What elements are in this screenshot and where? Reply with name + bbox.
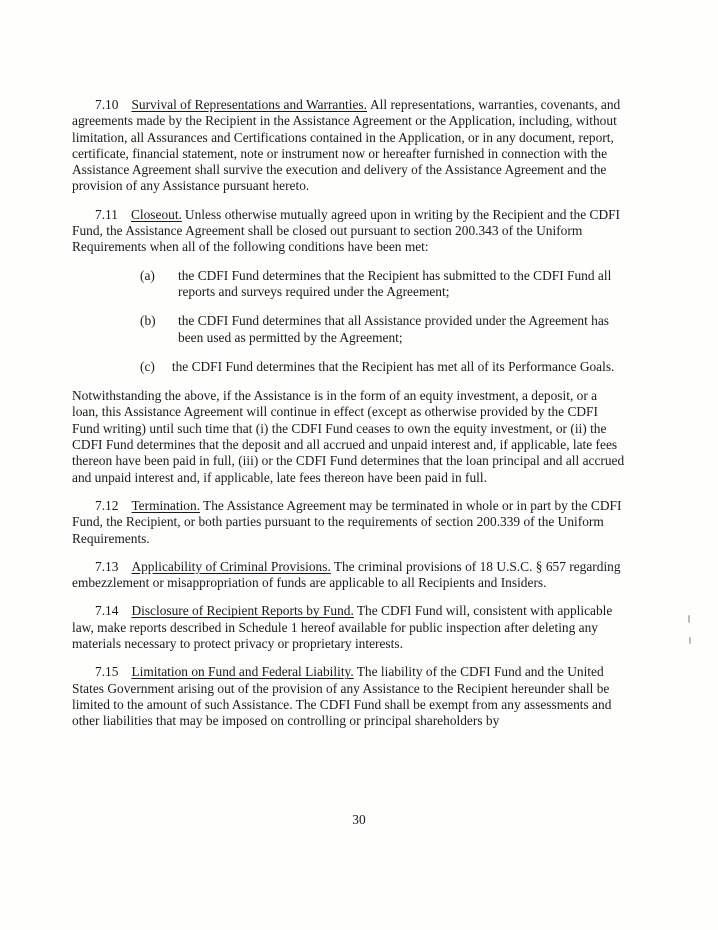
section-7-12 [72,498,625,547]
section-7-12-heading: Termination. [131,497,201,513]
list-item-a-text: the CDFI Fund determines that the Recipient has submitted to the CDFI Fund all reports and surveys required under the Agreement; [178,267,612,299]
section-7-13 [72,559,625,592]
section-7-14-body: The CDFI Fund will, consistent with applicable law, make reports described in Schedule 1 hereof available for public inspection after deleting any materials necessary to protect privacy or proprietary interests. [72,603,613,652]
document-content [72,97,625,742]
section-7-13-number: 7.13 [95,558,119,574]
section-7-10-number: 7.10 [95,97,119,112]
section-7-13-heading: Applicability of Criminal Provisions. [131,558,331,574]
list-item-a-label: (a) [140,267,155,283]
section-7-14-number: 7.14 [95,603,119,619]
list-item-c-text: the CDFI Fund determines that the Recipient has met all of its Performance Goals. [171,358,615,374]
list-item-b [140,313,625,346]
section-7-15-number: 7.15 [95,664,119,680]
section-7-11 [72,207,625,256]
list-item-b-text: the CDFI Fund determines that all Assistance provided under the Agreement has been used as permitted by the Agreement; [178,313,610,345]
section-7-14 [72,603,625,652]
section-7-15-heading: Limitation on Fund and Federal Liability. [131,664,354,680]
section-7-11-body: Unless otherwise mutually agreed upon in writing by the Recipient and the CDFI Fund, the Assistance Agreement shall be closed out pursuant to section 200.343 of the Uniform Requirements when all of the following conditions have been met: [72,206,621,255]
closeout-continuation-paragraph: Notwithstanding the above, if the Assistance is in the form of an equity investment, a deposit, or a loan, this Assistance Agreement will continue in effect (except as otherwise provided by the CDFI Fund writing) until such time that (i) the CDFI Fund ceases to own the equity investment, or (ii) the CDFI Fund determines that the deposit and all accrued and unpaid interest and, if applicable, late fees thereon have been paid in full, (iii) or the CDFI Fund determines that the loan principal and all accrued and unpaid interest and, if applicable, late fees thereon have been paid in full. [72,388,625,485]
list-item-b-label: (b) [140,313,156,329]
list-item-c-label: (c) [140,358,155,374]
section-7-10 [72,97,625,195]
section-7-12-number: 7.12 [95,497,119,513]
section-7-14-heading: Disclosure of Recipient Reports by Fund. [131,603,354,619]
section-7-15-body: The liability of the CDFI Fund and the United States Government arising out of the provision of any Assistance to the Recipient hereunder shall be limited to the amount of such Assistance. The CDFI Fund shall be exempt from any assessments and other liabilities that may be imposed on controlling or principal shareholders by [72,664,612,729]
scan-artifact [689,637,691,644]
section-7-15 [72,664,625,729]
scan-artifact [688,615,690,623]
closeout-conditions-list [140,268,625,375]
list-item-c [115,359,625,375]
section-7-10-body: All representations, warranties, covenants, and agreements made by the Recipient in the Assistance Agreement or the Application, including, without limitation, all Assurances and Certifications contained in the Application, or in any document, report, certificate, financial statement, note or instrument now or hereafter furnished in connection with the Assistance Agreement shall survive the execution and delivery of the Assistance Agreement and the provision of any Assistance pursuant hereto. [72,97,621,194]
list-item-a [140,268,625,301]
section-7-13-body: The criminal provisions of 18 U.S.C. § 657 regarding embezzlement or misappropriation of funds are applicable to all Recipients and Insiders. [72,558,621,591]
section-7-11-number: 7.11 [95,206,118,222]
section-7-12-body: The Assistance Agreement may be terminated in whole or in part by the CDFI Fund, the Recipient, or both parties pursuant to the requirements of section 200.339 of the Uniform Requirements. [72,497,622,546]
section-7-10-heading: Survival of Representations and Warranties. [131,97,367,112]
section-7-11-heading: Closeout. [130,206,182,222]
page-number: 30 [352,812,366,827]
